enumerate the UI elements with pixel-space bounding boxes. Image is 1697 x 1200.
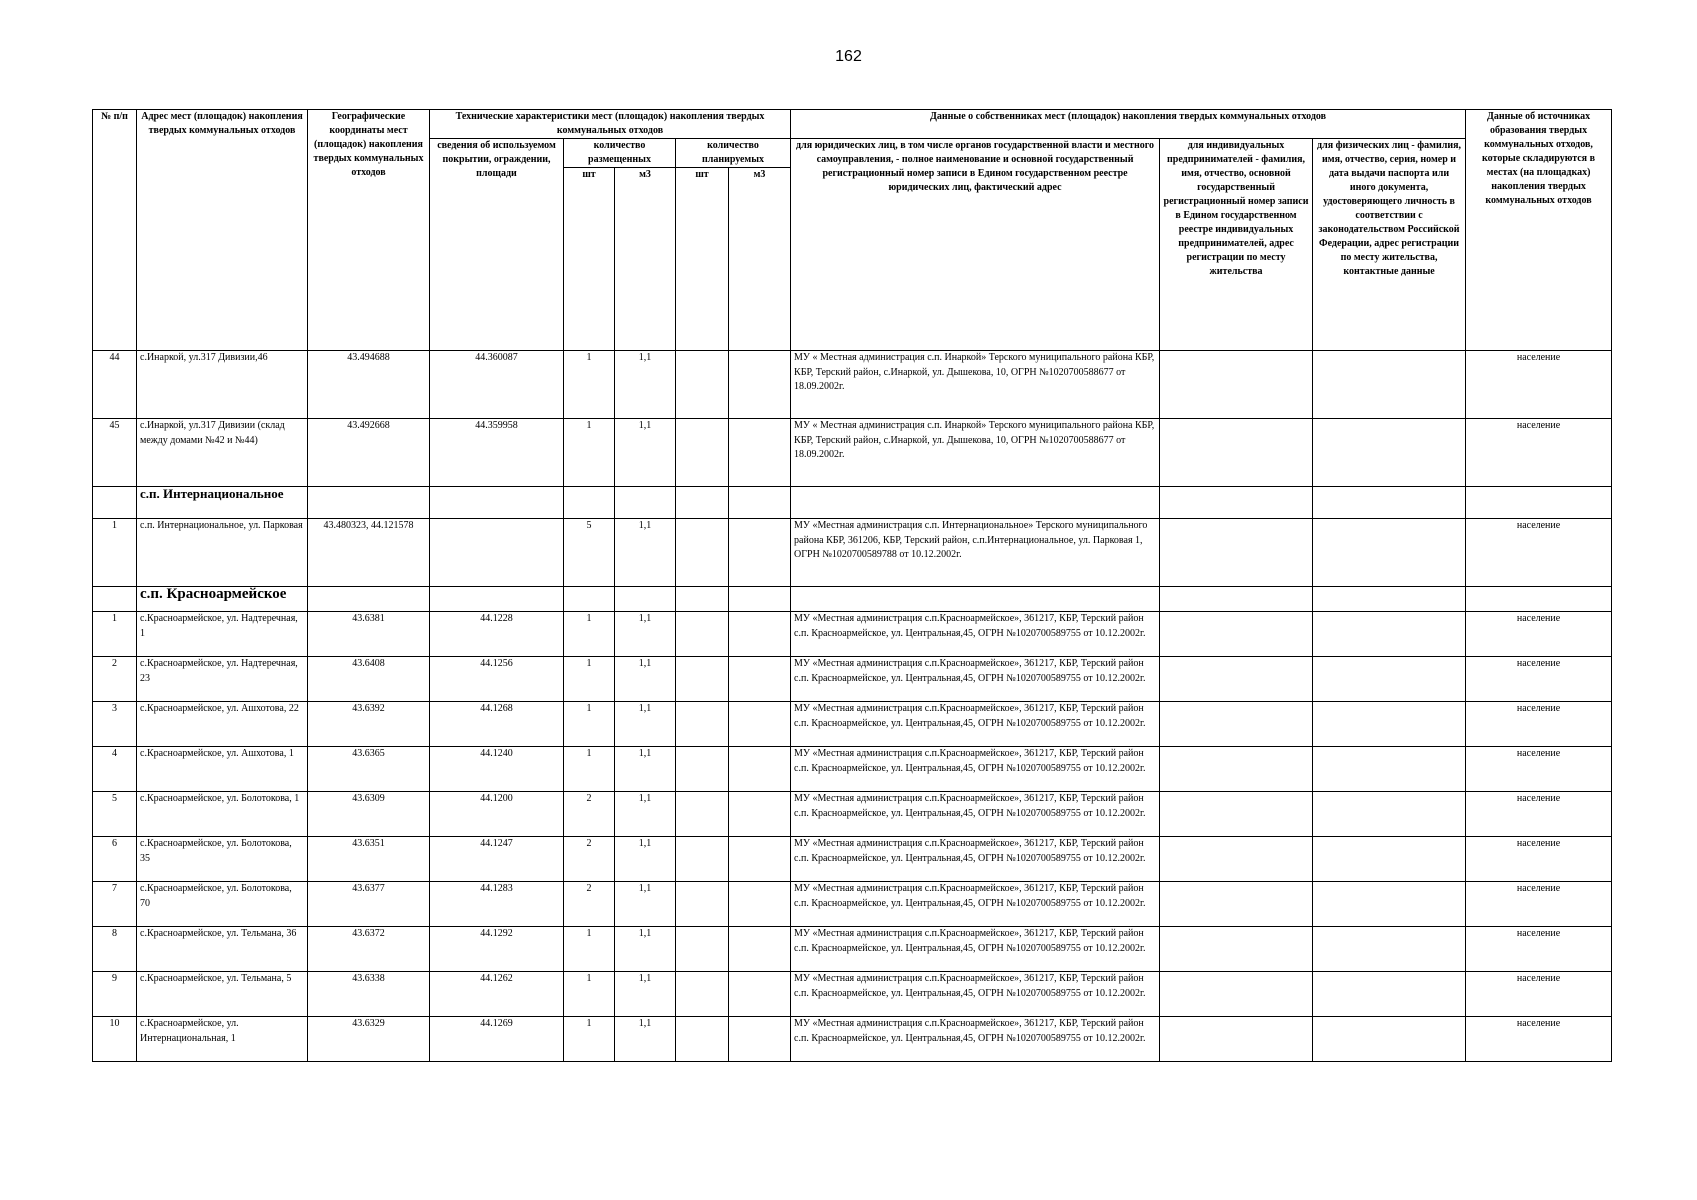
cell-owner-phys [1313,747,1466,792]
cell-owner-legal: МУ «Местная администрация с.п.Красноармейское», 361217, КБР, Терский район с.п. Красноармейское, ул. Центральная,45, ОГРН №1020700589755 от 10.12.2002г. [791,792,1160,837]
cell-sht: 1 [564,419,615,487]
section-cell-empty [615,487,676,519]
section-cell-empty [1160,587,1313,612]
cell-sht: 1 [564,927,615,972]
table-row [93,1017,1612,1062]
cell-lat: 43.6372 [308,927,430,972]
cell-num: 1 [93,612,137,657]
section-cell-empty [1466,487,1612,519]
cell-m3: 1,1 [615,1017,676,1062]
cell-address: с.Красноармейское, ул. Надтеречная, 23 [137,657,308,702]
cell-m3: 1,1 [615,419,676,487]
header-owners-phys: для физических лиц - фамилия, имя, отчество, серия, номер и дата выдачи паспорта или иного документа, удостоверяющего личность в соответствии с законодательством Российской Федерации, адрес регистрации по месту жительства, контактные данные [1313,139,1466,351]
table-header [93,110,1612,351]
cell-lon: 44.1228 [430,612,564,657]
section-cell-empty [308,487,430,519]
section-row-international [93,487,1612,519]
cell-source: население [1466,927,1612,972]
cell-owner-ip [1160,1017,1313,1062]
header-planned-sht: шт [676,168,729,351]
cell-lat: 43.6365 [308,747,430,792]
cell-owner-ip [1160,351,1313,419]
cell-address: с.Красноармейское, ул. Ашхотова, 1 [137,747,308,792]
krasnoarm-rows [93,612,1612,1062]
cell-planned-sht [676,351,729,419]
cell-planned-m3 [729,837,791,882]
cell-planned-sht [676,792,729,837]
cell-m3: 1,1 [615,612,676,657]
cell-lon: 44.360087 [430,351,564,419]
cell-planned-sht [676,837,729,882]
cell-lon: 44.1269 [430,1017,564,1062]
cell-owner-legal: МУ «Местная администрация с.п.Красноармейское», 361217, КБР, Терский район с.п. Красноармейское, ул. Центральная,45, ОГРН №1020700589755 от 10.12.2002г. [791,747,1160,792]
cell-sht: 5 [564,519,615,587]
section-cell-empty [564,487,615,519]
cell-sht: 1 [564,612,615,657]
header-address: Адрес мест (площадок) накопления твердых коммунальных отходов [137,110,308,351]
cell-lat: 43.6338 [308,972,430,1017]
cell-m3: 1,1 [615,351,676,419]
header-tech-cover: сведения об используемом покрытии, ограждении, площади [430,139,564,351]
cell-planned-m3 [729,657,791,702]
cell-owner-ip [1160,792,1313,837]
header-owners: Данные о собственниках мест (площадок) накопления твердых коммунальных отходов [791,110,1466,139]
cell-planned-m3 [729,747,791,792]
section-cell-empty [791,587,1160,612]
cell-m3: 1,1 [615,792,676,837]
cell-num: 1 [93,519,137,587]
cell-address: с.Красноармейское, ул. Ашхотова, 22 [137,702,308,747]
cell-owner-legal: МУ « Местная администрация с.п. Инаркой» Терского муниципального района КБР, КБР, Терский район, с.Инаркой, ул. Дышекова, 10, ОГРН №1020700588677 от 18.09.2002г. [791,419,1160,487]
cell-coords: 43.480323, 44.121578 [308,519,430,587]
cell-sht: 2 [564,882,615,927]
cell-lat: 43.492668 [308,419,430,487]
cell-owner-ip [1160,702,1313,747]
cell-owner-phys [1313,519,1466,587]
cell-num: 7 [93,882,137,927]
cell-owner-ip [1160,419,1313,487]
cell-lat: 43.6377 [308,882,430,927]
cell-source: население [1466,419,1612,487]
cell-source: население [1466,657,1612,702]
cell-owner-legal: МУ «Местная администрация с.п.Красноармейское», 361217, КБР, Терский район с.п. Красноармейское, ул. Центральная,45, ОГРН №1020700589755 от 10.12.2002г. [791,972,1160,1017]
cell-planned-sht [676,419,729,487]
table-row [93,702,1612,747]
cell-source: население [1466,747,1612,792]
waste-sites-table [92,109,1612,1062]
cell-owner-ip [1160,657,1313,702]
cell-owner-ip [1160,972,1313,1017]
cell-m3: 1,1 [615,927,676,972]
cell-planned-sht [676,612,729,657]
section-cell-empty [791,487,1160,519]
cell-planned-m3 [729,882,791,927]
table-row [93,657,1612,702]
cell-lon: 44.1247 [430,837,564,882]
cell-source: население [1466,972,1612,1017]
cell-num: 10 [93,1017,137,1062]
cell-lon: 44.1268 [430,702,564,747]
cell-lon: 44.1283 [430,882,564,927]
cell-address: с.Красноармейское, ул. Тельмана, 36 [137,927,308,972]
cell-planned-sht [676,657,729,702]
cell-lon [430,519,564,587]
section-cell-empty [1313,487,1466,519]
header-placed-m3: м3 [615,168,676,351]
cell-sht: 1 [564,702,615,747]
table-row [93,837,1612,882]
cell-lon: 44.1256 [430,657,564,702]
header-num: № п/п [93,110,137,351]
cell-source: население [1466,792,1612,837]
cell-owner-ip [1160,837,1313,882]
cell-address: с.Инаркой, ул.317 Дивизии (склад между домами №42 и №44) [137,419,308,487]
section-cell-empty [1466,587,1612,612]
cell-sht: 1 [564,351,615,419]
table-row [93,792,1612,837]
cell-source: население [1466,351,1612,419]
cell-m3: 1,1 [615,657,676,702]
header-tech: Технические характеристики мест (площадок) накопления твердых коммунальных отходов [430,110,791,139]
cell-owner-legal: МУ «Местная администрация с.п.Красноармейское», 361217, КБР, Терский район с.п. Красноармейское, ул. Центральная,45, ОГРН №1020700589755 от 10.12.2002г. [791,882,1160,927]
cell-planned-sht [676,702,729,747]
header-sources: Данные об источниках образования твердых коммунальных отходов, которые складируются в местах (на площадках) накопления твердых коммунальных отходов [1466,110,1612,351]
cell-m3: 1,1 [615,972,676,1017]
cell-sht: 1 [564,972,615,1017]
section-cell-empty [729,587,791,612]
cell-lat: 43.6329 [308,1017,430,1062]
section-cell-empty [564,587,615,612]
cell-owner-phys [1313,972,1466,1017]
cell-source: население [1466,612,1612,657]
cell-planned-m3 [729,419,791,487]
cell-address: с.Инаркой, ул.317 Дивизии,46 [137,351,308,419]
cell-m3: 1,1 [615,519,676,587]
cell-lat: 43.6408 [308,657,430,702]
cell-num: 6 [93,837,137,882]
cell-num: 2 [93,657,137,702]
cell-lat: 43.6309 [308,792,430,837]
table-row [93,351,1612,419]
cell-owner-legal: МУ «Местная администрация с.п.Красноармейское», 361217, КБР, Терский район с.п. Красноармейское, ул. Центральная,45, ОГРН №1020700589755 от 10.12.2002г. [791,837,1160,882]
cell-owner-phys [1313,612,1466,657]
section-title: с.п. Красноармейское [137,587,308,612]
cell-owner-legal: МУ «Местная администрация с.п.Красноармейское», 361217, КБР, Терский район с.п. Красноармейское, ул. Центральная,45, ОГРН №1020700589755 от 10.12.2002г. [791,612,1160,657]
section-cell-empty [93,487,137,519]
cell-lon: 44.1240 [430,747,564,792]
cell-owner-phys [1313,882,1466,927]
cell-owner-legal: МУ «Местная администрация с.п.Красноармейское», 361217, КБР, Терский район с.п. Красноармейское, ул. Центральная,45, ОГРН №1020700589755 от 10.12.2002г. [791,1017,1160,1062]
cell-planned-m3 [729,612,791,657]
section-cell-empty [1313,587,1466,612]
table-row [93,612,1612,657]
cell-m3: 1,1 [615,747,676,792]
table-row [93,419,1612,487]
cell-owner-legal: МУ « Местная администрация с.п. Инаркой» Терского муниципального района КБР, КБР, Терский район, с.Инаркой, ул. Дышекова, 10, ОГРН №1020700588677 от 18.09.2002г. [791,351,1160,419]
section-cell-empty [615,587,676,612]
cell-planned-sht [676,882,729,927]
cell-owner-phys [1313,1017,1466,1062]
cell-planned-m3 [729,792,791,837]
cell-lon: 44.1200 [430,792,564,837]
cell-sht: 1 [564,657,615,702]
table-row [93,519,1612,587]
cell-num: 5 [93,792,137,837]
header-owners-legal: для юридических лиц, в том числе органов государственной власти и местного самоуправления, - полное наименование и основной государственный регистрационный номер записи в Едином государственном реестре юридических лиц, фактический адрес [791,139,1160,351]
header-qty-planned: количество планируемых [676,139,791,168]
cell-owner-phys [1313,792,1466,837]
cell-sht: 2 [564,792,615,837]
section-cell-empty [676,587,729,612]
cell-owner-legal: МУ «Местная администрация с.п.Красноармейское», 361217, КБР, Терский район с.п. Красноармейское, ул. Центральная,45, ОГРН №1020700589755 от 10.12.2002г. [791,702,1160,747]
cell-owner-legal: МУ «Местная администрация с.п.Красноармейское», 361217, КБР, Терский район с.п. Красноармейское, ул. Центральная,45, ОГРН №1020700589755 от 10.12.2002г. [791,927,1160,972]
cell-m3: 1,1 [615,882,676,927]
page-number: 162 [835,48,862,65]
cell-address: с.Красноармейское, ул. Интернациональная, 1 [137,1017,308,1062]
cell-m3: 1,1 [615,702,676,747]
header-placed-sht: шт [564,168,615,351]
cell-planned-m3 [729,927,791,972]
cell-num: 4 [93,747,137,792]
cell-owner-ip [1160,519,1313,587]
cell-planned-sht [676,1017,729,1062]
cell-planned-sht [676,972,729,1017]
section-cell-empty [430,587,564,612]
section-cell-empty [308,587,430,612]
cell-source: население [1466,882,1612,927]
header-geo: Географические координаты мест (площадок) накопления твердых коммунальных отходов [308,110,430,351]
cell-owner-ip [1160,927,1313,972]
cell-planned-m3 [729,702,791,747]
cell-owner-phys [1313,657,1466,702]
cell-planned-m3 [729,351,791,419]
section-title: с.п. Интернациональное [137,487,308,519]
cell-address: с.Красноармейское, ул. Тельмана, 5 [137,972,308,1017]
cell-planned-m3 [729,519,791,587]
cell-owner-phys [1313,837,1466,882]
cell-owner-phys [1313,702,1466,747]
cell-planned-m3 [729,1017,791,1062]
table-row [93,882,1612,927]
cell-source: население [1466,702,1612,747]
cell-address: с.Красноармейское, ул. Болотокова, 35 [137,837,308,882]
cell-planned-sht [676,927,729,972]
header-qty-placed: количество размещенных [564,139,676,168]
cell-owner-legal: МУ «Местная администрация с.п.Красноармейское», 361217, КБР, Терский район с.п. Красноармейское, ул. Центральная,45, ОГРН №1020700589755 от 10.12.2002г. [791,657,1160,702]
table-row [93,972,1612,1017]
cell-owner-ip [1160,612,1313,657]
section-cell-empty [430,487,564,519]
cell-lat: 43.6351 [308,837,430,882]
cell-sht: 1 [564,1017,615,1062]
cell-sht: 2 [564,837,615,882]
cell-planned-sht [676,747,729,792]
cell-owner-phys [1313,927,1466,972]
cell-num: 44 [93,351,137,419]
section-cell-empty [676,487,729,519]
section-cell-empty [1160,487,1313,519]
cell-owner-ip [1160,747,1313,792]
cell-sht: 1 [564,747,615,792]
table-row [93,747,1612,792]
cell-owner-phys [1313,419,1466,487]
cell-planned-sht [676,519,729,587]
cell-lon: 44.359958 [430,419,564,487]
cell-source: население [1466,1017,1612,1062]
header-owners-ip: для индивидуальных предпринимателей - фамилия, имя, отчество, основной государственный регистрационный номер записи в Едином государственном реестре индивидуальных предпринимателей, адрес регистрации по месту жительства [1160,139,1313,351]
cell-lon: 44.1262 [430,972,564,1017]
cell-source: население [1466,519,1612,587]
cell-lat: 43.6381 [308,612,430,657]
cell-owner-phys [1313,351,1466,419]
cell-address: с.Красноармейское, ул. Надтеречная, 1 [137,612,308,657]
cell-planned-m3 [729,972,791,1017]
cell-address: с.Красноармейское, ул. Болотокова, 1 [137,792,308,837]
cell-lat: 43.6392 [308,702,430,747]
section-cell-empty [93,587,137,612]
cell-num: 3 [93,702,137,747]
cell-lat: 43.494688 [308,351,430,419]
header-planned-m3: м3 [729,168,791,351]
section-row-krasnoarm [93,587,1612,612]
section-cell-empty [729,487,791,519]
cell-address: с.Красноармейское, ул. Болотокова, 70 [137,882,308,927]
cell-num: 45 [93,419,137,487]
cell-m3: 1,1 [615,837,676,882]
cell-owner-legal: МУ «Местная администрация с.п. Интернациональное» Терского муниципального района КБР, 361206, КБР, Терский район, с.п.Интернациональное, ул. Парковая 1, ОГРН №1020700589788 от 10.12.2002г. [791,519,1160,587]
cell-address: с.п. Интернациональное, ул. Парковая [137,519,308,587]
table-row [93,927,1612,972]
cell-num: 8 [93,927,137,972]
cell-num: 9 [93,972,137,1017]
cell-lon: 44.1292 [430,927,564,972]
cell-source: население [1466,837,1612,882]
cell-owner-ip [1160,882,1313,927]
